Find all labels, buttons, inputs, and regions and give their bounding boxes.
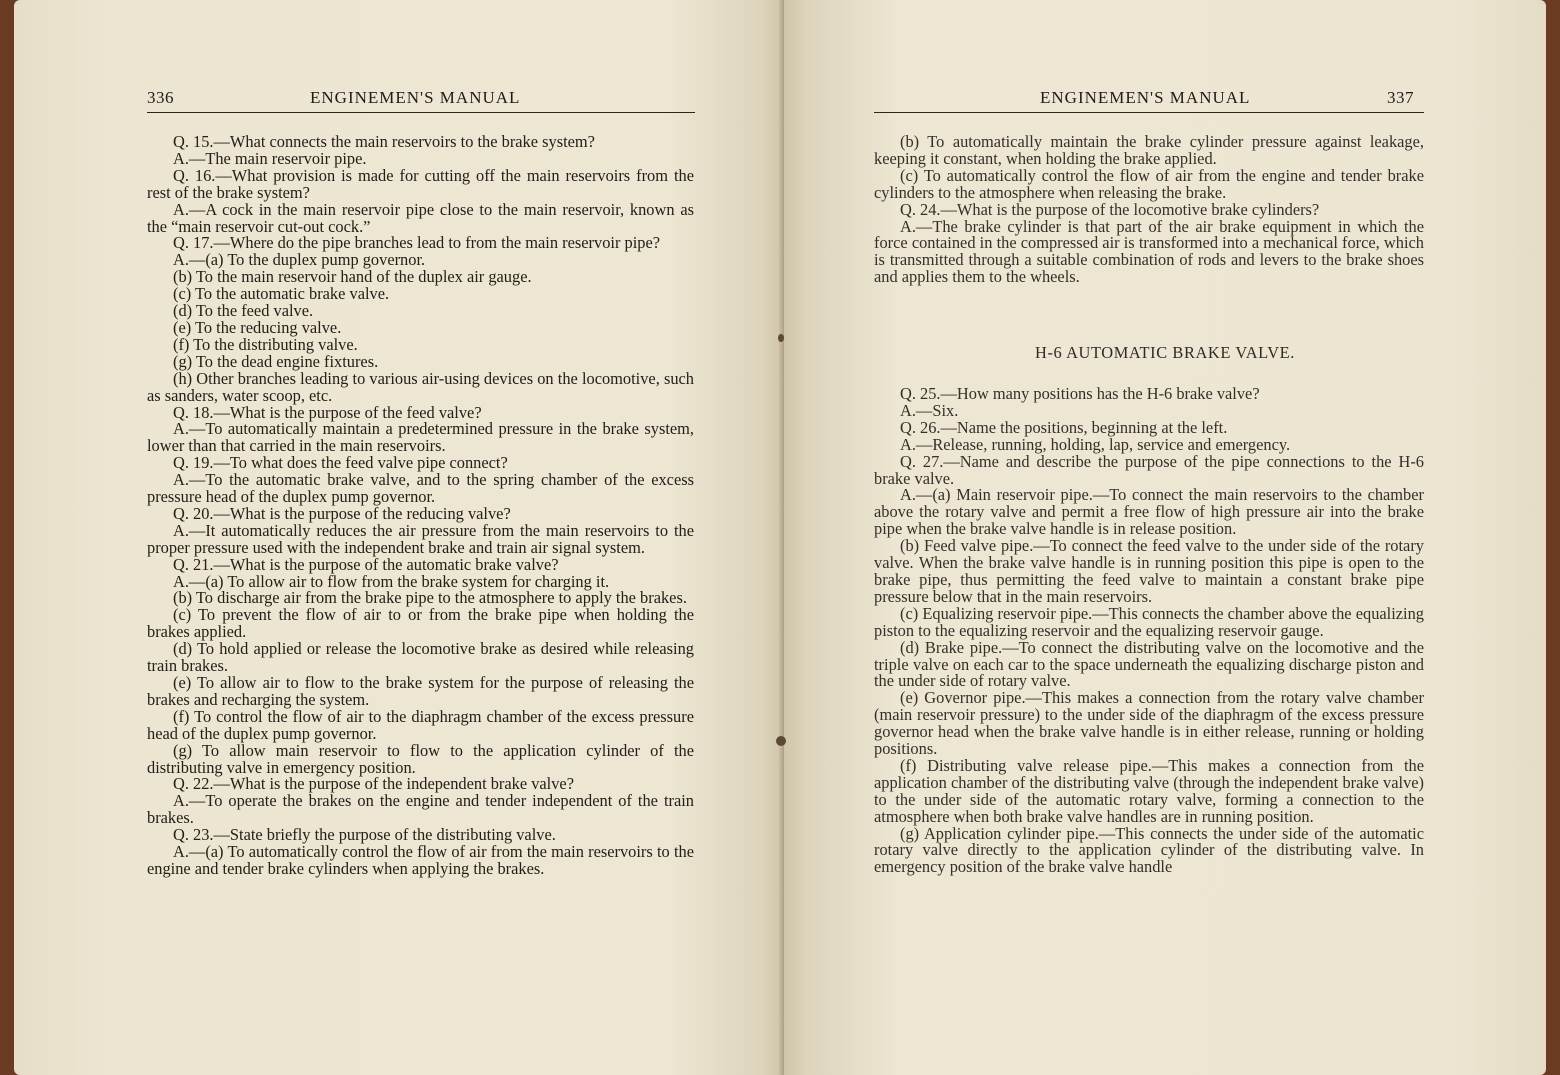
right-page-body-bottom (874, 386, 1424, 876)
paragraph: (e) To allow air to flow to the brake system for the purpose of releasing the brakes and recharging the system. (147, 673, 694, 709)
paragraph: (b) To automatically maintain the brake cylinder pressure against leakage, keeping it constant, when holding the brake applied. (874, 132, 1424, 168)
paragraph: Q. 23.—State briefly the purpose of the distributing valve. (173, 825, 556, 845)
paragraph: (c) To prevent the flow of air to or from the brake pipe when holding the brakes applied. (147, 605, 694, 642)
paragraph: (e) To the reducing valve. (173, 317, 342, 337)
paragraph: A.—To automatically maintain a predetermined pressure in the brake system, lower than that carried in the main reservoirs. (147, 419, 694, 456)
paragraph: A.—(a) Main reservoir pipe.—To connect the main reservoirs to the chamber above the rotary valve and permit a free flow of high pressure air into the brake pipe when the brake valve handle is in release position. (874, 485, 1424, 539)
paragraph: (c) To automatically control the flow of air from the engine and tender brake cylinders to the atmosphere when releasing the brake. (874, 165, 1424, 202)
paragraph: A.—(a) To automatically control the flow of air from the main reservoirs to the engine and tender brake cylinders when applying the brakes. (147, 842, 694, 878)
paragraph: Q. 16.—What provision is made for cutting off the main reservoirs from the rest of the brake system? (147, 165, 694, 202)
right-page (784, 0, 1546, 1075)
paragraph: (b) Feed valve pipe.—To connect the feed valve to the under side of the rotary valve. When the brake valve handle is in running position this pipe is open to the brake pipe, thus permitting the feed valve to maintain a constant brake pipe pressure below that in the main reservoirs. (874, 536, 1424, 606)
paragraph: A.—A cock in the main reservoir pipe close to the main reservoir, known as the “main reservoir cut-out cock.” (147, 199, 694, 236)
paragraph: A.—(a) To allow air to flow from the brake system for charging it. (173, 571, 610, 591)
paragraph: A.—To the automatic brake valve, and to the spring chamber of the excess pressure head of the duplex pump governor. (147, 470, 694, 507)
paragraph: (f) Distributing valve release pipe.—This makes a connection from the application chamber of the distributing valve (through the independent brake valve) to the under side of the automatic rotary valve, forming a connection to the atmosphere when both brake valve handles are in running position. (874, 755, 1424, 826)
left-page-header (147, 88, 707, 112)
left-page-body (147, 134, 694, 878)
paragraph: (d) Brake pipe.—To connect the distributing valve on the locomotive and the triple valve on each car to the space underneath the equalizing discharge piston and the under side of rotary valve. (874, 637, 1424, 691)
right-page-running-title: ENGINEMEN'S MANUAL (1040, 88, 1251, 107)
paragraph: A.—Six. (900, 400, 959, 420)
paragraph: (c) Equalizing reservoir pipe.—This connects the chamber above the equalizing piston to the equalizing reservoir and the equalizing reservoir gauge. (874, 603, 1424, 640)
paragraph: (c) To the automatic brake valve. (173, 284, 390, 304)
paragraph: Q. 17.—Where do the pipe branches lead to from the main reservoir pipe? (173, 233, 660, 253)
left-page-number: 336 (147, 88, 174, 107)
paragraph: Q. 19.—To what does the feed valve pipe connect? (173, 453, 508, 473)
paragraph: (e) Governor pipe.—This makes a connection from the rotary valve chamber (main reservoir pressure) to the under side of the diaphragm of the excess pressure governor head when the brake valve handle is in either release, running or holding positions. (874, 688, 1424, 759)
paragraph: A.—(a) To the duplex pump governor. (173, 250, 426, 270)
paragraph: (h) Other branches leading to various air-using devices on the locomotive, such as sanders, water scoop, etc. (147, 368, 694, 405)
paragraph: Q. 26.—Name the positions, beginning at the left. (900, 417, 1228, 437)
right-page-body-top (874, 134, 1424, 286)
paragraph: (d) To hold applied or release the locomotive brake as desired while releasing train brakes. (147, 639, 694, 676)
paragraph: Q. 20.—What is the purpose of the reducing valve? (173, 503, 511, 523)
paragraph: (g) To allow main reservoir to flow to the application cylinder of the distributing valve in emergency position. (147, 740, 694, 777)
paragraph: (g) Application cylinder pipe.—This connects the under side of the automatic rotary valve directly to the application cylinder of the distributing valve. In emergency position of the brake valve handle (874, 823, 1424, 877)
paragraph: A.—To operate the brakes on the engine and tender independent of the train brakes. (147, 791, 694, 828)
paragraph: A.—Release, running, holding, lap, service and emergency. (900, 434, 1291, 454)
paragraph: (f) To control the flow of air to the diaphragm chamber of the excess pressure head of the duplex pump governor. (147, 706, 694, 743)
paragraph: Q. 27.—Name and describe the purpose of the pipe connections to the H-6 brake valve. (874, 451, 1424, 488)
paragraph: (g) To the dead engine fixtures. (173, 351, 379, 371)
paragraph: Q. 22.—What is the purpose of the independent brake valve? (173, 774, 574, 794)
paragraph: Q. 18.—What is the purpose of the feed valve? (173, 402, 482, 422)
paragraph: (b) To the main reservoir hand of the duplex air gauge. (173, 267, 532, 287)
paragraph: (f) To the distributing valve. (173, 334, 358, 354)
right-page-header (874, 88, 1434, 112)
left-page (14, 0, 784, 1075)
paragraph: A.—The main reservoir pipe. (173, 148, 367, 168)
left-page-running-title: ENGINEMEN'S MANUAL (310, 88, 521, 107)
right-page-number: 337 (1387, 88, 1414, 107)
section-heading: H-6 AUTOMATIC BRAKE VALVE. (1035, 343, 1295, 362)
paragraph: Q. 25.—How many positions has the H-6 brake valve? (900, 384, 1260, 403)
paragraph: A.—It automatically reduces the air pressure from the main reservoirs to the proper pressure used with the independent brake and train air signal system. (147, 520, 694, 557)
binding-thread-mark (776, 736, 786, 746)
paragraph: Q. 15.—What connects the main reservoirs to the brake system? (173, 132, 595, 151)
right-header-rule (874, 112, 1424, 113)
binding-thread-mark (778, 334, 784, 342)
left-header-rule (147, 112, 695, 113)
paragraph: Q. 21.—What is the purpose of the automatic brake valve? (173, 554, 559, 574)
paragraph: A.—The brake cylinder is that part of the air brake equipment in which the force contained in the compressed air is transformed into a mechanical force, which is transmitted through a suitable combination of rods and levers to the brake shoes and applies them to the wheels. (874, 216, 1424, 287)
paragraph: (d) To the feed valve. (173, 301, 314, 321)
paragraph: Q. 24.—What is the purpose of the locomotive brake cylinders? (900, 199, 1320, 219)
paragraph: (b) To discharge air from the brake pipe to the atmosphere to apply the brakes. (173, 588, 687, 608)
